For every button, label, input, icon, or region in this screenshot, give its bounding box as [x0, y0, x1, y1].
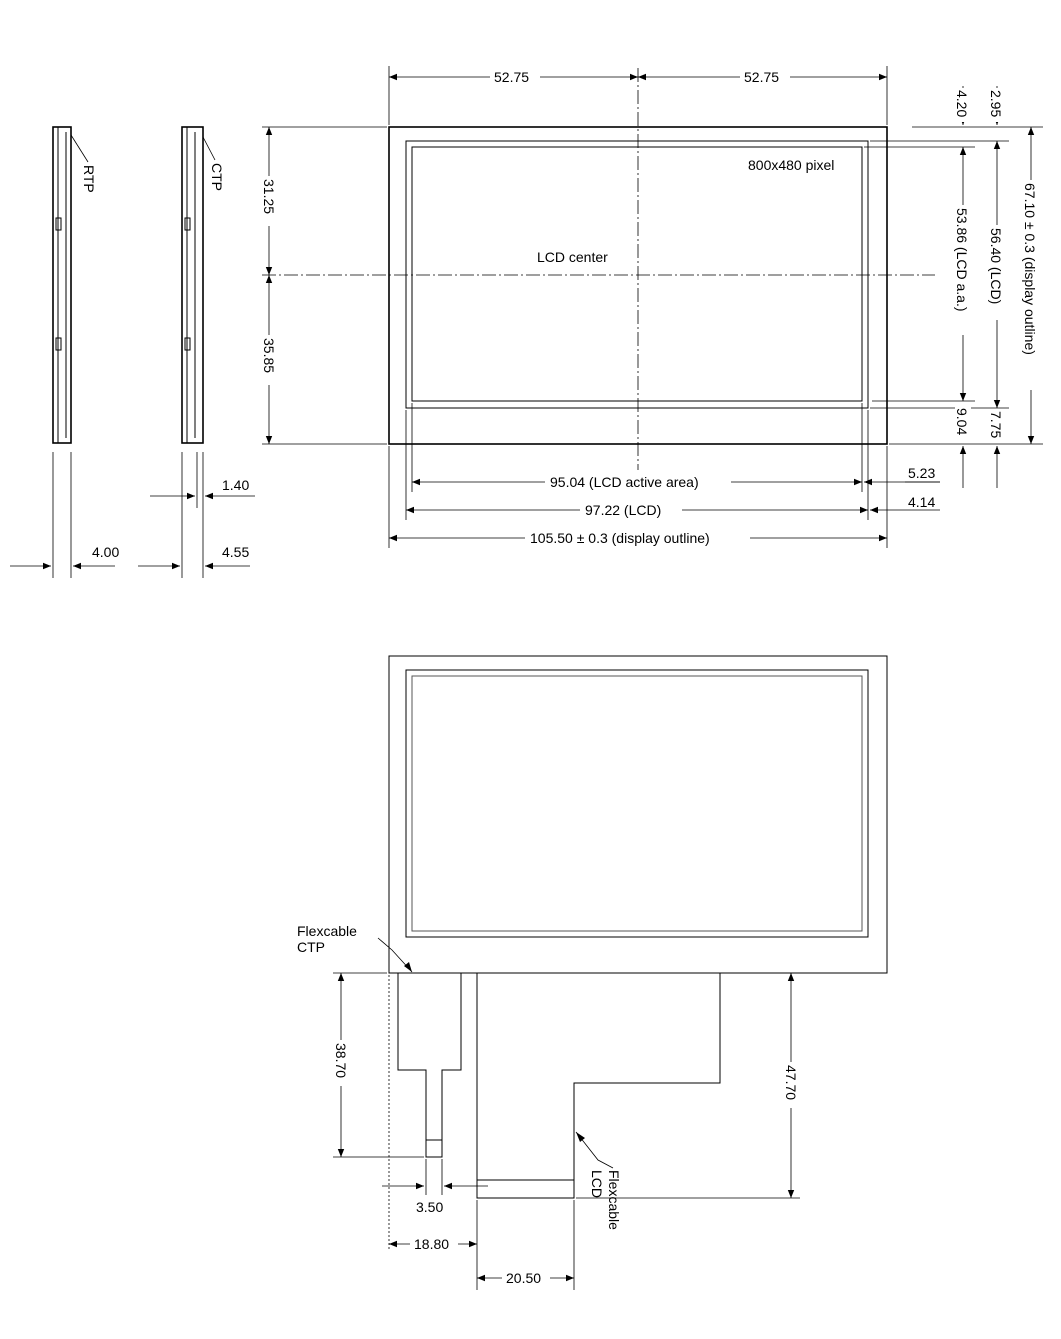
lcd-outline — [406, 141, 868, 408]
right-offset-active-value: 5.23 — [908, 465, 936, 481]
top-offset-lcd-value: 2.95 — [988, 90, 1004, 118]
front-view — [261, 66, 1043, 548]
lcd-center-label: LCD center — [537, 249, 608, 265]
lcd-flex-length-value: 47.70 — [783, 1065, 799, 1101]
active-width-value: 95.04 (LCD active area) — [550, 474, 699, 490]
back-view — [297, 656, 887, 1290]
bottom-offset-active-value: 9.04 — [954, 408, 970, 436]
rtp-label: RTP — [81, 165, 97, 193]
top-to-center-value: 31.25 — [261, 179, 277, 215]
ctp-flex-label-line1: Flexcable — [297, 923, 357, 939]
right-offset-lcd-value: 4.14 — [908, 494, 936, 510]
ctp-glass-value: 1.40 — [222, 477, 250, 493]
lcd-flex-label-line2: LCD — [589, 1170, 605, 1199]
lcd-width-value: 97.22 (LCD) — [585, 502, 662, 518]
lcd-flex-width-value: 20.50 — [506, 1270, 542, 1286]
ctp-flex-cable — [398, 973, 461, 1140]
top-offset-active-value: 4.20 — [954, 90, 970, 118]
bottom-offset-lcd-value: 7.75 — [988, 411, 1004, 439]
lcd-flex-cable — [477, 973, 720, 1198]
back-outline — [389, 656, 887, 973]
lcd-flex-label-line1: Flexcable — [606, 1170, 622, 1230]
ctp-side-view — [138, 127, 255, 578]
pixel-label: 800x480 pixel — [748, 157, 835, 173]
ctp-flex-width-value: 3.50 — [416, 1199, 444, 1215]
ctp-label: CTP — [209, 163, 225, 191]
rtp-side-view — [10, 127, 119, 578]
half-width-right-value: 52.75 — [744, 69, 780, 85]
center-to-bottom-value: 35.85 — [261, 338, 277, 374]
ctp-flex-label-line2: CTP — [297, 939, 325, 955]
active-area — [412, 147, 862, 401]
half-width-left-value: 52.75 — [494, 69, 530, 85]
lcd-height-value: 56.40 (LCD) — [988, 228, 1004, 305]
outline-height-value: 67.10 ± 0.3 (display outline) — [1022, 183, 1038, 355]
active-height-value: 53.86 (LCD a.a.) — [954, 208, 970, 312]
ctp-offset-value: 18.80 — [414, 1236, 450, 1252]
ctp-thickness-value: 4.55 — [222, 544, 250, 560]
ctp-flex-length-value: 38.70 — [333, 1043, 349, 1079]
rtp-thickness-value: 4.00 — [92, 544, 120, 560]
outline-width-value: 105.50 ± 0.3 (display outline) — [530, 530, 710, 546]
